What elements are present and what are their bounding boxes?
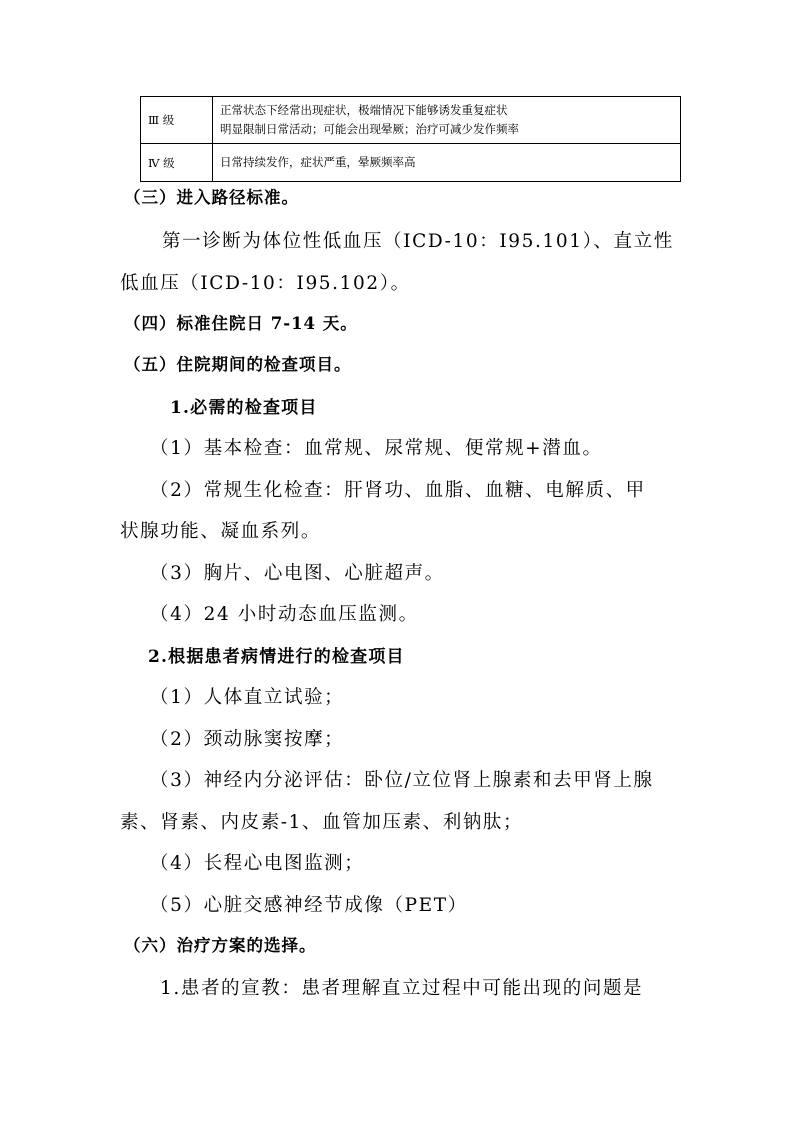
grade-level-cell: Ⅳ 级 [141, 144, 213, 182]
section-heading-hospital-stay: （四）标准住院日 7-14 天。 [124, 314, 358, 333]
list-item: （5）心脏交感神经节成像（PET） [150, 895, 468, 916]
list-item: （4）24 小时动态血压监测。 [150, 604, 419, 625]
grade-level-cell: Ⅲ 级 [141, 97, 213, 144]
list-item: （1）基本检查：血常规、尿常规、便常规+潜血。 [150, 438, 603, 459]
list-item: （3）胸片、心电图、心脏超声。 [150, 563, 445, 584]
list-item: （2）常规生化检查：肝肾功、血脂、血糖、电解质、甲 [150, 480, 646, 501]
list-item-continuation: 状腺功能、凝血系列。 [120, 521, 322, 542]
grade-description-line: 明显限制日常活动；可能会出现晕厥；治疗可减少发作频率 [220, 122, 519, 136]
section-heading-entry-criteria: （三）进入路径标准。 [124, 188, 299, 207]
table-row [141, 144, 681, 182]
grade-description-cell [213, 97, 681, 144]
grade-description-line: 日常持续发作，症状严重，晕厥频率高 [220, 155, 416, 169]
paragraph-line: 1.患者的宣教：患者理解直立过程中可能出现的问题是 [160, 978, 644, 999]
section-heading-treatment: （六）治疗方案的选择。 [124, 936, 317, 955]
section-heading-examinations: （五）住院期间的检查项目。 [124, 355, 352, 374]
grade-description-cell [213, 144, 681, 182]
grade-description-line: 正常状态下经常出现症状，极端情况下能够诱发重复症状 [220, 103, 508, 117]
grade-table [140, 96, 681, 182]
list-item: （1）人体直立试验； [150, 687, 345, 708]
subheading-optional-exams: 2.根据患者病情进行的检查项目 [148, 647, 405, 667]
list-item: （3）神经内分泌评估：卧位/立位肾上腺素和去甲肾上腺 [150, 770, 654, 791]
paragraph-line: 第一诊断为体位性低血压（ICD-10：I95.101）、直立性 [162, 231, 674, 252]
subheading-required-exams: 1.必需的检查项目 [170, 398, 318, 418]
list-item: （2）颈动脉窦按摩； [150, 729, 345, 750]
list-item: （4）长程心电图监测； [150, 853, 365, 874]
paragraph-line: 低血压（ICD-10：I95.102）。 [120, 273, 411, 294]
list-item-continuation: 素、肾素、内皮素-1、血管加压素、利钠肽； [120, 812, 524, 833]
table-row [141, 97, 681, 144]
